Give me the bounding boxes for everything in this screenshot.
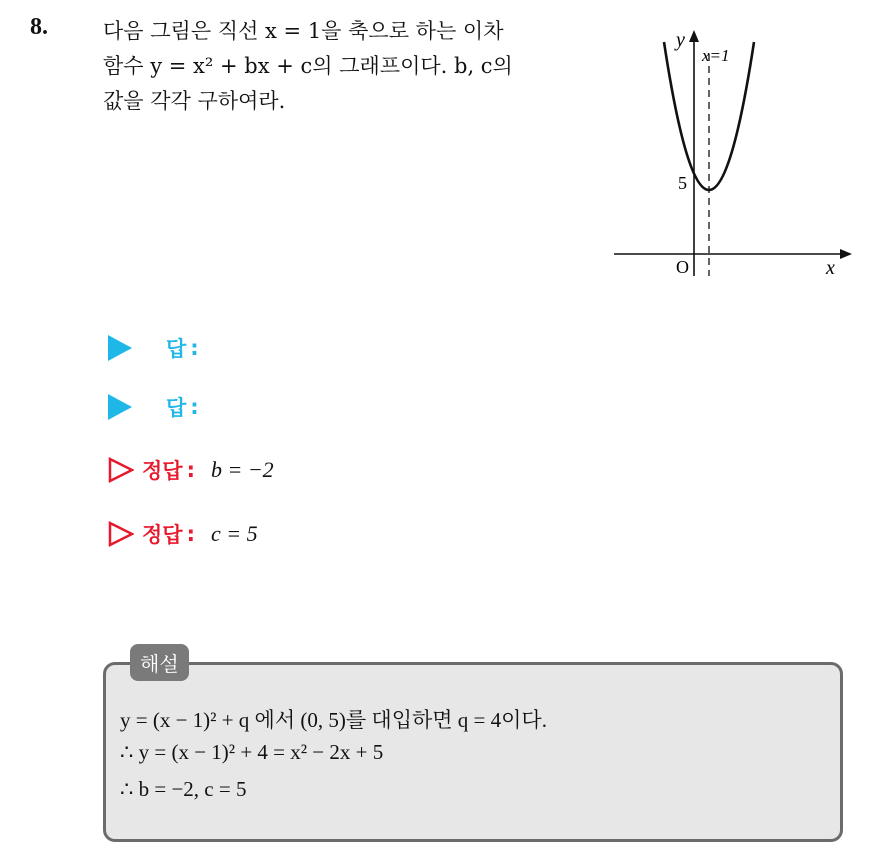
filled-triangle-icon xyxy=(108,335,132,361)
x-axis-label: x xyxy=(826,257,835,279)
solution-line-1: y = (x − 1)² + q 에서 (0, 5)를 대입하면 q = 4이다. xyxy=(120,708,547,732)
correct-answer-row-2: 정답 : c = 5 xyxy=(108,519,258,549)
question-line-1: 다음 그림은 직선 x = 1을 축으로 하는 이차 xyxy=(103,19,504,43)
answer-label-1: 답 xyxy=(166,337,187,361)
correct-label-1: 정답 xyxy=(142,459,183,483)
question-text xyxy=(103,14,593,119)
answer-label-2: 답 xyxy=(166,396,187,420)
filled-triangle-icon xyxy=(108,394,132,420)
answer-row-1: 답 : xyxy=(108,333,199,363)
outline-triangle-icon xyxy=(108,457,134,483)
y-axis-label: y xyxy=(676,29,685,51)
correct-value-2: c = 5 xyxy=(210,521,258,546)
solution-line-2: ∴ y = (x − 1)² + 4 = x² − 2x + 5 xyxy=(120,740,384,764)
x-axis-arrow xyxy=(840,249,852,259)
solution-line-3: ∴ b = −2, c = 5 xyxy=(120,777,247,801)
outline-triangle-icon xyxy=(108,521,134,547)
axis-line-label: x=1 xyxy=(702,46,730,65)
parabola-graph xyxy=(612,28,852,283)
correct-label-2: 정답 xyxy=(142,523,183,547)
question-number: 8. xyxy=(30,14,48,40)
question-line-3: 값을 각각 구하여라. xyxy=(103,89,286,113)
origin-label: O xyxy=(676,257,689,277)
y-axis-arrow xyxy=(689,30,699,42)
correct-value-1: b = −2 xyxy=(210,457,274,482)
solution-tag: 해설 xyxy=(130,644,189,681)
correct-answer-row-1: 정답 : b = −2 xyxy=(108,455,274,485)
answer-row-2: 답 : xyxy=(108,392,199,422)
y-intercept-label: 5 xyxy=(678,173,687,193)
question-line-2: 함수 y = x² + bx + c의 그래프이다. b, c의 xyxy=(103,54,513,78)
